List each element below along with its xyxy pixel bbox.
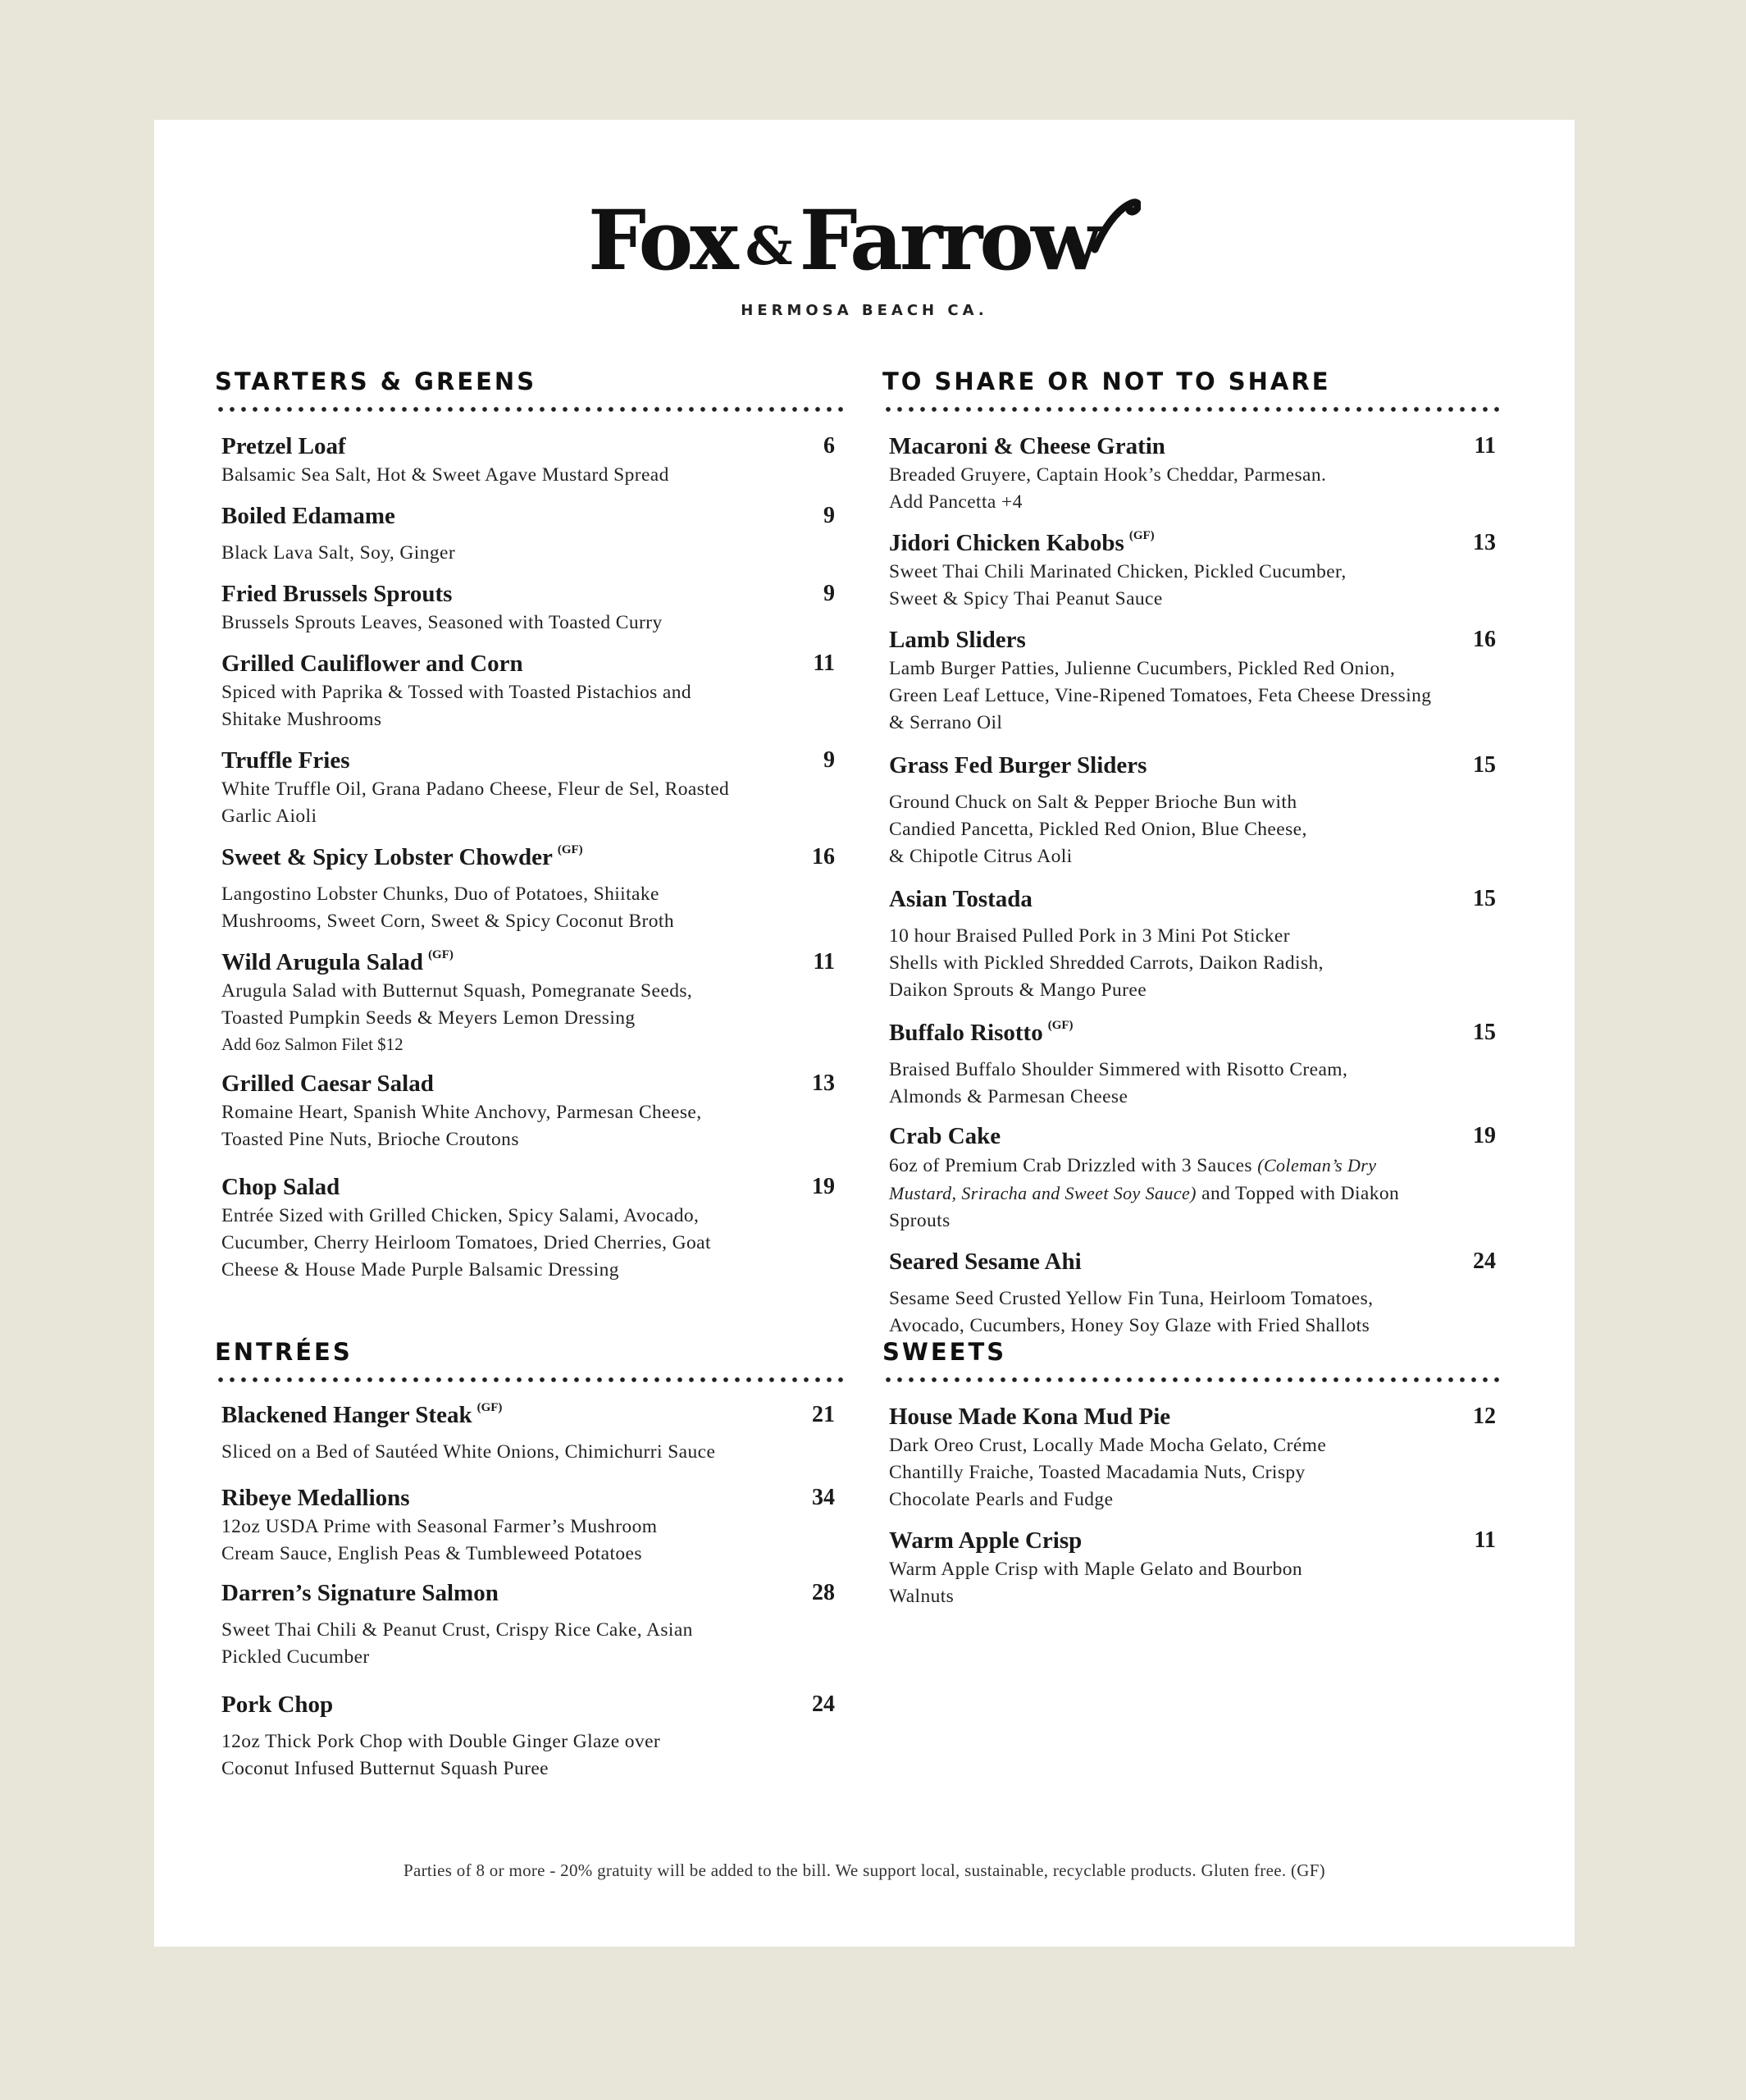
menu-item-header [221,745,845,776]
menu-item-description: Brussels Sprouts Leaves, Seasoned with Toasted Curry [221,612,663,633]
menu-item [882,1401,1506,1513]
menu-item-description: 12oz USDA Prime with Seasonal Farmer’s Mushroom [221,1516,658,1537]
menu-item-description: Mushrooms, Sweet Corn, Sweet & Spicy Coconut Broth [221,911,674,932]
menu-item-description: Breaded Gruyere, Captain Hook’s Cheddar, Parmesan. [889,464,1327,486]
restaurant-logo [154,192,1575,289]
section-title: TO SHARE OR NOT TO SHARE [882,368,1331,395]
menu-item-header [889,624,1506,655]
menu-item-description: Ground Chuck on Salt & Pepper Brioche Bun with [889,792,1297,813]
menu-item-description: Cheese & House Made Purple Balsamic Dressing [221,1259,619,1281]
item-list [882,1401,1506,1610]
section-title: STARTERS & GREENS [215,368,537,395]
menu-item-description: Cream Sauce, English Peas & Tumbleweed Potatoes [221,1543,642,1564]
menu-item-header [221,1068,845,1099]
menu-item-name: Sweet & Spicy Lobster Chowder [221,844,553,870]
menu-item-name: Lamb Sliders [889,627,1026,653]
menu-item-description: Spiced with Paprika & Tossed with Toasted Pistachios and [221,682,692,703]
menu-item-name: Warm Apple Crisp [889,1527,1083,1554]
section-title: ENTRÉES [215,1338,353,1366]
menu-item-description: & Serrano Oil [889,712,1003,733]
menu-item-description: Almonds & Parmesan Cheese [889,1086,1128,1107]
menu-item-name: Buffalo Risotto [889,1020,1043,1046]
menu-item-header [221,842,845,873]
menu-item-header [221,1689,845,1720]
menu-item-price: 13 [812,1071,835,1096]
menu-item-price: 34 [812,1485,835,1510]
dotted-divider [215,406,845,413]
menu-item-name: Truffle Fries [221,747,350,774]
menu-item-description: Lamb Burger Patties, Julienne Cucumbers, Pickled Red Onion, [889,658,1396,679]
menu-item [882,624,1506,737]
menu-item-description: Entrée Sized with Grilled Chicken, Spicy Salami, Avocado, [221,1205,700,1226]
menu-item-addon: Add 6oz Salmon Filet $12 [221,1034,403,1054]
menu-item-header [221,1577,845,1609]
menu-item-header [889,1017,1506,1048]
menu-item-price: 15 [1473,886,1496,911]
menu-item-description: Toasted Pine Nuts, Brioche Croutons [221,1129,519,1150]
menu-item-price: 12 [1473,1404,1496,1429]
menu-item-description: Candied Pancetta, Pickled Red Onion, Blue Cheese, [889,819,1307,840]
menu-item-name: Grilled Cauliflower and Corn [221,651,523,677]
menu-item-price: 6 [823,433,835,459]
menu-item [882,527,1506,613]
sauce-list-text: Mustard, Sriracha and Sweet Soy Sauce) [889,1183,1197,1203]
menu-item-price: 19 [1473,1123,1496,1148]
menu-item-name: Grilled Caesar Salad [221,1071,434,1097]
menu-item [215,1482,845,1568]
menu-item-header [221,500,845,532]
location-subtitle: HERMOSA BEACH CA. [741,302,988,319]
menu-item-header [221,1482,845,1513]
menu-item-price: 11 [1474,1527,1496,1553]
gluten-free-badge: (GF) [557,843,583,856]
item-list [215,431,845,1284]
menu-item [882,883,1506,1004]
menu-item-description: Sliced on a Bed of Sautéed White Onions, Chimichurri Sauce [221,1441,716,1463]
menu-item-description: & Chipotle Citrus Aoli [889,846,1073,867]
menu-item [882,1121,1506,1235]
menu-item-price: 9 [823,747,835,773]
menu-item-price: 16 [1473,627,1496,652]
menu-item-name: Blackened Hanger Steak [221,1402,472,1428]
menu-item [215,431,845,489]
gluten-free-badge: (GF) [1128,529,1155,542]
menu-item-description: Braised Buffalo Shoulder Simmered with Risotto Cream, [889,1059,1348,1080]
section-title: SWEETS [882,1338,1007,1366]
menu-item [882,1017,1506,1111]
menu-item-name: Crab Cake [889,1123,1001,1149]
menu-item-header [221,1399,845,1431]
menu-item-description: Arugula Salad with Butternut Squash, Pomegranate Seeds, [221,980,693,1002]
menu-item-header [889,1525,1506,1556]
menu-item-description: White Truffle Oil, Grana Padano Cheese, Fleur de Sel, Roasted [221,778,730,800]
menu-item [215,947,845,1057]
section-share [882,367,1506,1340]
menu-item-price: 9 [823,503,835,528]
menu-item-description: Daikon Sprouts & Mango Puree [889,979,1147,1001]
menu-item-price: 28 [812,1580,835,1605]
description-text: and Topped with Diakon [1196,1183,1400,1204]
menu-item-header [221,431,845,462]
menu-item-header [889,1246,1506,1277]
item-list [882,431,1506,1340]
menu-item-header [889,431,1506,462]
menu-item [882,1525,1506,1610]
menu-item-description: Sesame Seed Crusted Yellow Fin Tuna, Heirloom Tomatoes, [889,1288,1374,1309]
menu-item-description: Toasted Pumpkin Seeds & Meyers Lemon Dressing [221,1007,636,1029]
menu-item-description: Chantilly Fraiche, Toasted Macadamia Nuts, Crispy [889,1462,1306,1483]
gluten-free-badge: (GF) [1047,1019,1074,1032]
footer-note: Parties of 8 or more - 20% gratuity will be added to the bill. We support local, sustainable, recyclable products. Gluten free. (GF) [403,1860,1325,1880]
menu-item [215,1689,845,1783]
menu-item-price: 11 [813,949,835,975]
menu-item-description: Black Lava Salt, Soy, Ginger [221,542,456,564]
menu-item-name: Ribeye Medallions [221,1485,410,1511]
menu-item-price: 13 [1473,530,1496,555]
menu-item-name: Boiled Edamame [221,503,395,529]
menu-item-description: Sweet Thai Chili & Peanut Crust, Crispy Rice Cake, Asian [221,1619,693,1641]
menu-item-header [889,1401,1506,1432]
menu-item-description: Sprouts [889,1210,950,1231]
menu-item-description: Langostino Lobster Chunks, Duo of Potatoes, Shiitake [221,883,659,905]
menu-item-description: Shitake Mushrooms [221,709,382,730]
dotted-divider [882,406,1506,413]
menu-item [215,1171,845,1284]
dotted-divider [215,1376,845,1383]
menu-item-description: Shells with Pickled Shredded Carrots, Daikon Radish, [889,952,1324,974]
gluten-free-badge: (GF) [476,1401,503,1414]
menu-item-description: Garlic Aioli [221,806,317,827]
menu-item-name: Pork Chop [221,1691,334,1718]
description-text: 6oz of Premium Crab Drizzled with 3 Sauces [889,1155,1258,1176]
menu-item [215,578,845,637]
menu-item-price: 9 [823,581,835,606]
item-list [215,1399,845,1783]
menu-item [882,1246,1506,1340]
menu-item-price: 11 [813,651,835,676]
menu-item-header [221,1171,845,1203]
menu-item-name: Macaroni & Cheese Gratin [889,433,1165,459]
logo-word-fox: Fox [587,192,736,289]
menu-item-description: Chocolate Pearls and Fudge [889,1489,1114,1510]
menu-item-description [889,1152,1506,1180]
menu-item-header [889,527,1506,559]
menu-item-description: Green Leaf Lettuce, Vine-Ripened Tomatoes, Feta Cheese Dressing [889,685,1432,706]
menu-item-name: Chop Salad [221,1174,340,1200]
dotted-divider [882,1376,1506,1383]
menu-item-name: Grass Fed Burger Sliders [889,752,1147,778]
menu-item [882,431,1506,516]
sauce-list-text: (Coleman’s Dry [1257,1155,1377,1176]
menu-item-description: Dark Oreo Crust, Locally Made Mocha Gelato, Créme [889,1435,1327,1456]
menu-item-price: 11 [1474,433,1496,459]
menu-item-price: 21 [812,1402,835,1427]
menu-item-header [221,648,845,679]
menu-item-header [221,947,845,978]
menu-item-description: Warm Apple Crisp with Maple Gelato and Bourbon [889,1559,1303,1580]
menu-item-header [889,883,1506,915]
menu-item-description: Cucumber, Cherry Heirloom Tomatoes, Dried Cherries, Goat [221,1232,711,1253]
menu-item-name: House Made Kona Mud Pie [889,1404,1171,1430]
logo-ampersand: & [745,216,790,277]
menu-item-description: Pickled Cucumber [221,1646,370,1668]
menu-item-description: Sweet Thai Chili Marinated Chicken, Pickled Cucumber, [889,561,1347,582]
menu-item-name: Wild Arugula Salad [221,949,424,975]
menu-item-name: Asian Tostada [889,886,1033,912]
menu-item-name: Pretzel Loaf [221,433,346,459]
menu-item-description: Coconut Infused Butternut Squash Puree [221,1758,549,1779]
menu-item-price: 15 [1473,1020,1496,1045]
menu-item-header [889,1121,1506,1152]
menu-item-price: 24 [812,1691,835,1717]
menu-item-description: Balsamic Sea Salt, Hot & Sweet Agave Mustard Spread [221,464,669,486]
menu-item [215,745,845,830]
menu-item-name: Fried Brussels Sprouts [221,581,453,607]
menu-item-header [889,750,1506,781]
logo-swash-icon [1092,177,1141,274]
section-sweets [882,1337,1506,1610]
menu-item-description [889,1180,1506,1208]
menu-item [215,842,845,935]
menu-item-price: 19 [812,1174,835,1199]
menu-item [882,750,1506,870]
menu-item-description: Romaine Heart, Spanish White Anchovy, Parmesan Cheese, [221,1102,702,1123]
menu-item [215,500,845,567]
menu-item [215,1577,845,1671]
menu-item-header [221,578,845,609]
menu-item-name: Jidori Chicken Kabobs [889,530,1124,556]
section-entrees [215,1337,845,1783]
menu-item-description: Avocado, Cucumbers, Honey Soy Glaze with Fried Shallots [889,1315,1370,1336]
menu-item-price: 24 [1473,1249,1496,1274]
menu-item-description: 12oz Thick Pork Chop with Double Ginger Glaze over [221,1731,661,1752]
menu-item-description: 10 hour Braised Pulled Pork in 3 Mini Pot Sticker [889,925,1290,947]
menu-item [215,648,845,733]
menu-item-name: Seared Sesame Ahi [889,1249,1082,1275]
menu-item-price: 16 [812,844,835,870]
menu-item-description: Sweet & Spicy Thai Peanut Sauce [889,588,1163,609]
menu-item [215,1399,845,1466]
menu-item-price: 15 [1473,752,1496,778]
menu-page [154,120,1575,1947]
gluten-free-badge: (GF) [428,948,454,961]
logo-word-farrow: Farrow [799,192,1099,289]
section-starters [215,367,845,1284]
menu-item-description: Walnuts [889,1586,955,1607]
menu-item-description: Add Pancetta +4 [889,491,1023,513]
menu-item [215,1068,845,1153]
menu-item-name: Darren’s Signature Salmon [221,1580,499,1606]
